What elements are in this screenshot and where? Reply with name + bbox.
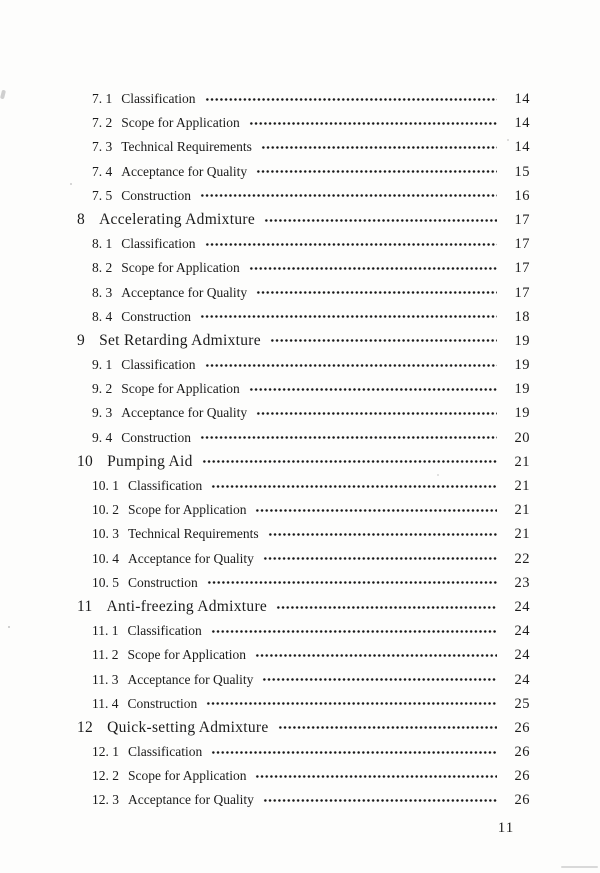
toc-entry-number: 12. 3 — [92, 792, 119, 808]
toc-entry — [75, 668, 530, 692]
dot-leader — [255, 649, 497, 662]
dot-leader — [202, 455, 497, 468]
scan-speck — [70, 183, 72, 185]
toc-entry-number: 8 — [77, 210, 86, 228]
toc-entry — [75, 426, 530, 450]
dot-leader — [261, 141, 497, 154]
toc-entry — [75, 329, 530, 353]
toc-entry — [75, 208, 530, 232]
toc-entry-page: 23 — [514, 574, 530, 591]
dot-leader — [255, 770, 497, 783]
toc-entry — [75, 401, 530, 425]
toc-entry-title: Technical Requirements — [128, 526, 259, 542]
scan-speck — [0, 90, 6, 100]
page-number: 11 — [497, 820, 515, 836]
toc-entry-number: 9. 4 — [92, 429, 113, 445]
toc-entry-title: Set Retarding Admixture — [99, 331, 261, 349]
toc-entry — [75, 353, 530, 377]
dot-leader — [278, 721, 497, 734]
toc-entry-title: Scope for Application — [121, 260, 240, 276]
toc-entry-number: 7. 4 — [92, 163, 113, 179]
toc-entry — [75, 87, 530, 111]
toc-entry-number: 12. 1 — [92, 744, 119, 760]
toc-entry-number: 10. 1 — [92, 478, 119, 493]
toc-entry-number: 7. 5 — [92, 187, 113, 203]
toc-entry-page: 24 — [514, 598, 530, 615]
toc-entry-title: Technical Requirements — [121, 139, 252, 155]
toc-entry — [75, 256, 530, 280]
toc-entry-number: 9. 3 — [92, 405, 113, 421]
toc-entry-page: 21 — [514, 526, 530, 543]
toc-entry — [75, 643, 530, 667]
toc-entry-page: 19 — [514, 357, 530, 374]
toc-entry-page: 19 — [514, 405, 530, 422]
dot-leader — [262, 673, 497, 686]
scan-scratch — [561, 866, 598, 868]
toc-entry — [75, 377, 530, 401]
dot-leader — [263, 794, 497, 807]
dot-leader — [249, 117, 497, 130]
toc-entry-number: 11. 3 — [92, 671, 119, 687]
toc-entry-number: 12. 2 — [92, 768, 119, 784]
toc-entry-title: Scope for Application — [121, 115, 240, 131]
toc-entry — [75, 764, 530, 788]
toc-entry-number: 10. 4 — [92, 550, 119, 566]
dot-leader — [200, 431, 497, 444]
dot-leader — [270, 334, 497, 347]
scan-speck — [8, 626, 10, 628]
dot-leader — [255, 504, 497, 517]
toc-entry-page: 18 — [514, 308, 530, 325]
toc-entry-title: Scope for Application — [128, 768, 247, 784]
toc-entry-page: 26 — [514, 744, 530, 761]
toc-entry-number: 9. 2 — [92, 381, 113, 397]
toc-entry — [75, 788, 530, 812]
toc-entry-title: Classification — [121, 357, 196, 373]
toc-entry-page: 26 — [514, 768, 530, 785]
toc-entry-number: 10. 3 — [92, 526, 119, 542]
toc-entry — [75, 160, 530, 184]
toc-entry-page: 15 — [514, 163, 530, 180]
dot-leader — [205, 238, 498, 251]
toc-entry-title: Classification — [127, 623, 202, 639]
toc-entry-title: Construction — [128, 574, 198, 590]
dot-leader — [211, 746, 497, 759]
toc-entry — [75, 740, 530, 764]
toc-entry-title: Acceptance for Quality — [128, 550, 254, 566]
dot-leader — [256, 407, 497, 420]
toc-entry-number: 8. 2 — [92, 260, 113, 276]
toc-entry-page: 14 — [514, 91, 530, 107]
toc-entry-title: Construction — [127, 695, 198, 711]
toc-entry-page: 24 — [514, 671, 530, 688]
toc-entry — [75, 595, 530, 619]
toc-entry-page: 17 — [514, 260, 530, 277]
toc-entry-title: Classification — [121, 91, 196, 106]
toc-entry — [75, 474, 530, 498]
toc-entry-page: 19 — [514, 381, 530, 398]
toc-entry-title: Accelerating Admixture — [99, 210, 256, 228]
dot-leader — [264, 214, 497, 227]
toc-entry-title: Acceptance for Quality — [127, 671, 254, 687]
toc-entry-title: Scope for Application — [121, 381, 240, 397]
toc-entry-title: Quick-setting Admixture — [107, 718, 269, 736]
dot-leader — [263, 552, 497, 565]
toc-entry — [75, 522, 530, 546]
toc-entry — [75, 184, 530, 208]
toc-entry-page: 24 — [514, 647, 530, 664]
toc-entry-number: 7. 1 — [92, 91, 113, 106]
toc-entry-title: Pumping Aid — [107, 452, 193, 470]
dot-leader — [205, 93, 498, 106]
toc-entry — [75, 305, 530, 329]
toc-entry-title: Classification — [128, 744, 203, 760]
toc-entry-title: Acceptance for Quality — [121, 284, 248, 300]
toc-entry — [75, 281, 530, 305]
toc-entry-title: Scope for Application — [127, 647, 246, 663]
dot-leader — [206, 697, 497, 710]
toc-entry — [75, 135, 530, 159]
toc-entry-page: 14 — [514, 139, 530, 156]
toc-entry-number: 8. 3 — [92, 284, 113, 300]
toc-entry-number: 11. 2 — [92, 647, 119, 663]
dot-leader — [211, 625, 497, 638]
toc-entry-page: 26 — [514, 719, 530, 736]
toc-entry-page: 22 — [514, 550, 530, 567]
toc-entry — [75, 619, 530, 643]
toc-entry-number: 9 — [77, 331, 86, 349]
toc-entry-page: 14 — [514, 115, 530, 132]
toc-entry — [75, 716, 530, 740]
toc-entry-number: 8. 1 — [92, 236, 113, 252]
toc-entry-title: Acceptance for Quality — [128, 792, 254, 808]
toc-entry-title: Classification — [128, 478, 203, 493]
toc-entry-title: Scope for Application — [128, 502, 247, 518]
dot-leader — [268, 528, 497, 541]
toc-entry-number: 11. 1 — [92, 623, 119, 639]
toc-entry-number: 7. 2 — [92, 115, 113, 131]
dot-leader — [200, 310, 497, 323]
toc-entry-page: 25 — [514, 695, 530, 712]
toc-entry — [75, 498, 530, 522]
toc-entry-number: 7. 3 — [92, 139, 113, 155]
toc-entry — [75, 547, 530, 571]
toc-entry-page: 20 — [514, 429, 530, 446]
toc-entry-number: 10. 5 — [92, 574, 119, 590]
toc-entry-title: Classification — [121, 236, 196, 252]
toc-entry-number: 12 — [77, 718, 94, 736]
toc-entry — [75, 111, 530, 135]
toc-entry-number: 9. 1 — [92, 357, 113, 373]
dot-leader — [249, 383, 497, 396]
toc-entry-number: 8. 4 — [92, 308, 113, 324]
scan-speck — [507, 139, 509, 141]
toc-entry-page: 17 — [514, 284, 530, 301]
toc-entry-number: 10. 2 — [92, 502, 119, 518]
toc-entry-title: Construction — [121, 308, 191, 324]
toc-entry-page: 24 — [514, 623, 530, 640]
scan-speck — [437, 474, 439, 476]
toc-entry-title: Construction — [121, 187, 191, 203]
dot-leader — [207, 576, 497, 589]
toc-entry-title: Anti-freezing Admixture — [106, 597, 268, 615]
dot-leader — [249, 262, 497, 275]
toc-entry-page: 19 — [514, 332, 530, 349]
toc-entry-title: Construction — [121, 429, 191, 445]
toc-entry — [75, 571, 530, 595]
dot-leader — [276, 601, 497, 614]
toc-entry — [75, 692, 530, 716]
toc-entry-number: 11 — [77, 597, 93, 615]
toc-entry-number: 10 — [77, 452, 94, 470]
toc-entry-page: 21 — [514, 453, 530, 470]
dot-leader — [200, 189, 497, 202]
toc-entry-page: 21 — [514, 478, 530, 494]
toc-entry-title: Acceptance for Quality — [121, 163, 248, 179]
dot-leader — [211, 480, 497, 493]
dot-leader — [256, 165, 497, 178]
toc-entry — [75, 450, 530, 474]
dot-leader — [256, 286, 497, 299]
toc-entry-page: 16 — [514, 187, 530, 204]
toc-entry-page: 21 — [514, 502, 530, 519]
toc-entry-title: Acceptance for Quality — [121, 405, 248, 421]
toc-entry-page: 26 — [514, 792, 530, 809]
dot-leader — [205, 359, 498, 372]
toc-entry-page: 17 — [514, 236, 530, 253]
toc-list — [75, 87, 530, 813]
toc-entry-number: 11. 4 — [92, 695, 119, 711]
toc-entry — [75, 232, 530, 256]
toc-entry-page: 17 — [514, 211, 530, 228]
